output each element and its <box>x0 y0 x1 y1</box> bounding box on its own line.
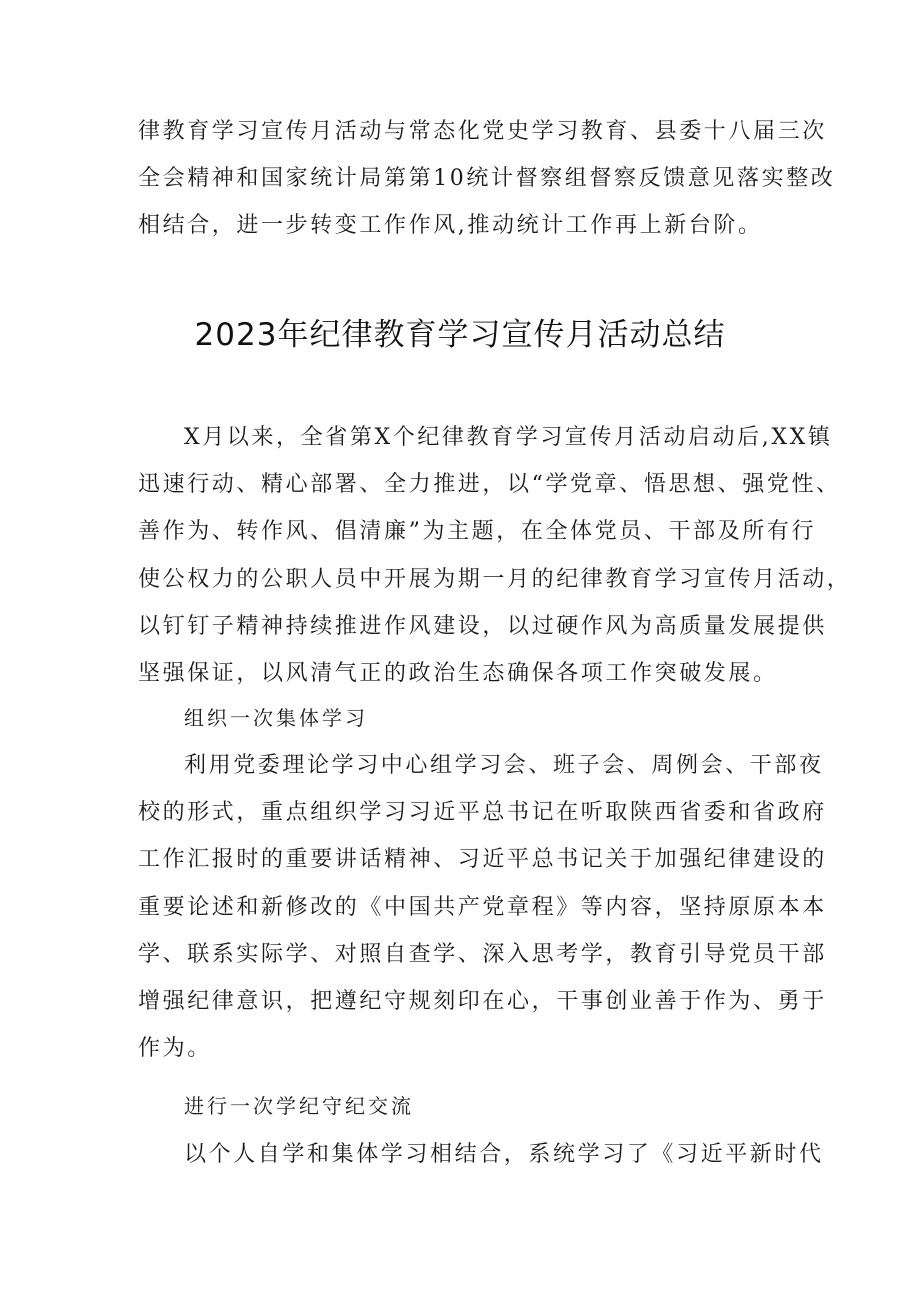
text-line: 全会精神和国家统计局第第10统计督察组督察反馈意见落实整改 <box>138 166 836 192</box>
text-line: 使公权力的公职人员中开展为期一月的纪律教育学习宣传月活动， <box>138 566 852 592</box>
text-line: X月以来，全省第X个纪律教育学习宣传月活动启动后,XX镇 <box>184 425 833 450</box>
text-line: 增强纪律意识，把遵纪守规刻印在心，干事创业善于作为、勇于 <box>138 988 827 1014</box>
section-heading: 进行一次学纪守纪交流 <box>184 1094 414 1118</box>
text-line: 重要论述和新修改的《中国共产党章程》等内容，坚持原原本本 <box>138 894 827 920</box>
text-line: 律教育学习宣传月活动与常态化党史学习教育、县委十八届三次 <box>138 119 827 144</box>
section-1-paragraph <box>138 742 827 1072</box>
text-line: 以个人自学和集体学习相结合，系统学习了《习近平新时代 <box>184 1142 824 1167</box>
text-line: 以钉钉子精神持续推进作风建设，以过硬作风为高质量发展提供 <box>138 613 827 639</box>
text-line: 学、联系实际学、对照自查学、深入思考学，教育引导党员干部 <box>138 941 827 967</box>
text-line: 工作汇报时的重要讲话精神、习近平总书记关于加强纪律建设的 <box>138 847 827 873</box>
paragraph-intro-activity <box>138 414 852 697</box>
intro-paragraph <box>138 108 836 250</box>
section-2-paragraph <box>138 1131 824 1178</box>
text-line: 坚强保证，以风清气正的政治生态确保各项工作突破发展。 <box>138 660 778 686</box>
document-title: 2023年纪律教育学习宣传月活动总结 <box>194 317 726 353</box>
text-line: 善作为、转作风、倡清廉”为主题，在全体党员、干部及所有行 <box>138 519 817 545</box>
text-line: 作为。 <box>138 1036 212 1062</box>
text-line: 迅速行动、精心部署、全力推进，以“学党章、悟思想、强党性、 <box>138 472 841 498</box>
text-line: 利用党委理论学习中心组学习会、班子会、周例会、干部夜 <box>184 753 824 778</box>
text-line: 校的形式，重点组织学习习近平总书记在听取陕西省委和省政府 <box>138 800 827 826</box>
text-line: 相结合，进一步转变工作作风,推动统计工作再上新台阶。 <box>138 213 763 239</box>
section-heading: 组织一次集体学习 <box>184 706 368 730</box>
